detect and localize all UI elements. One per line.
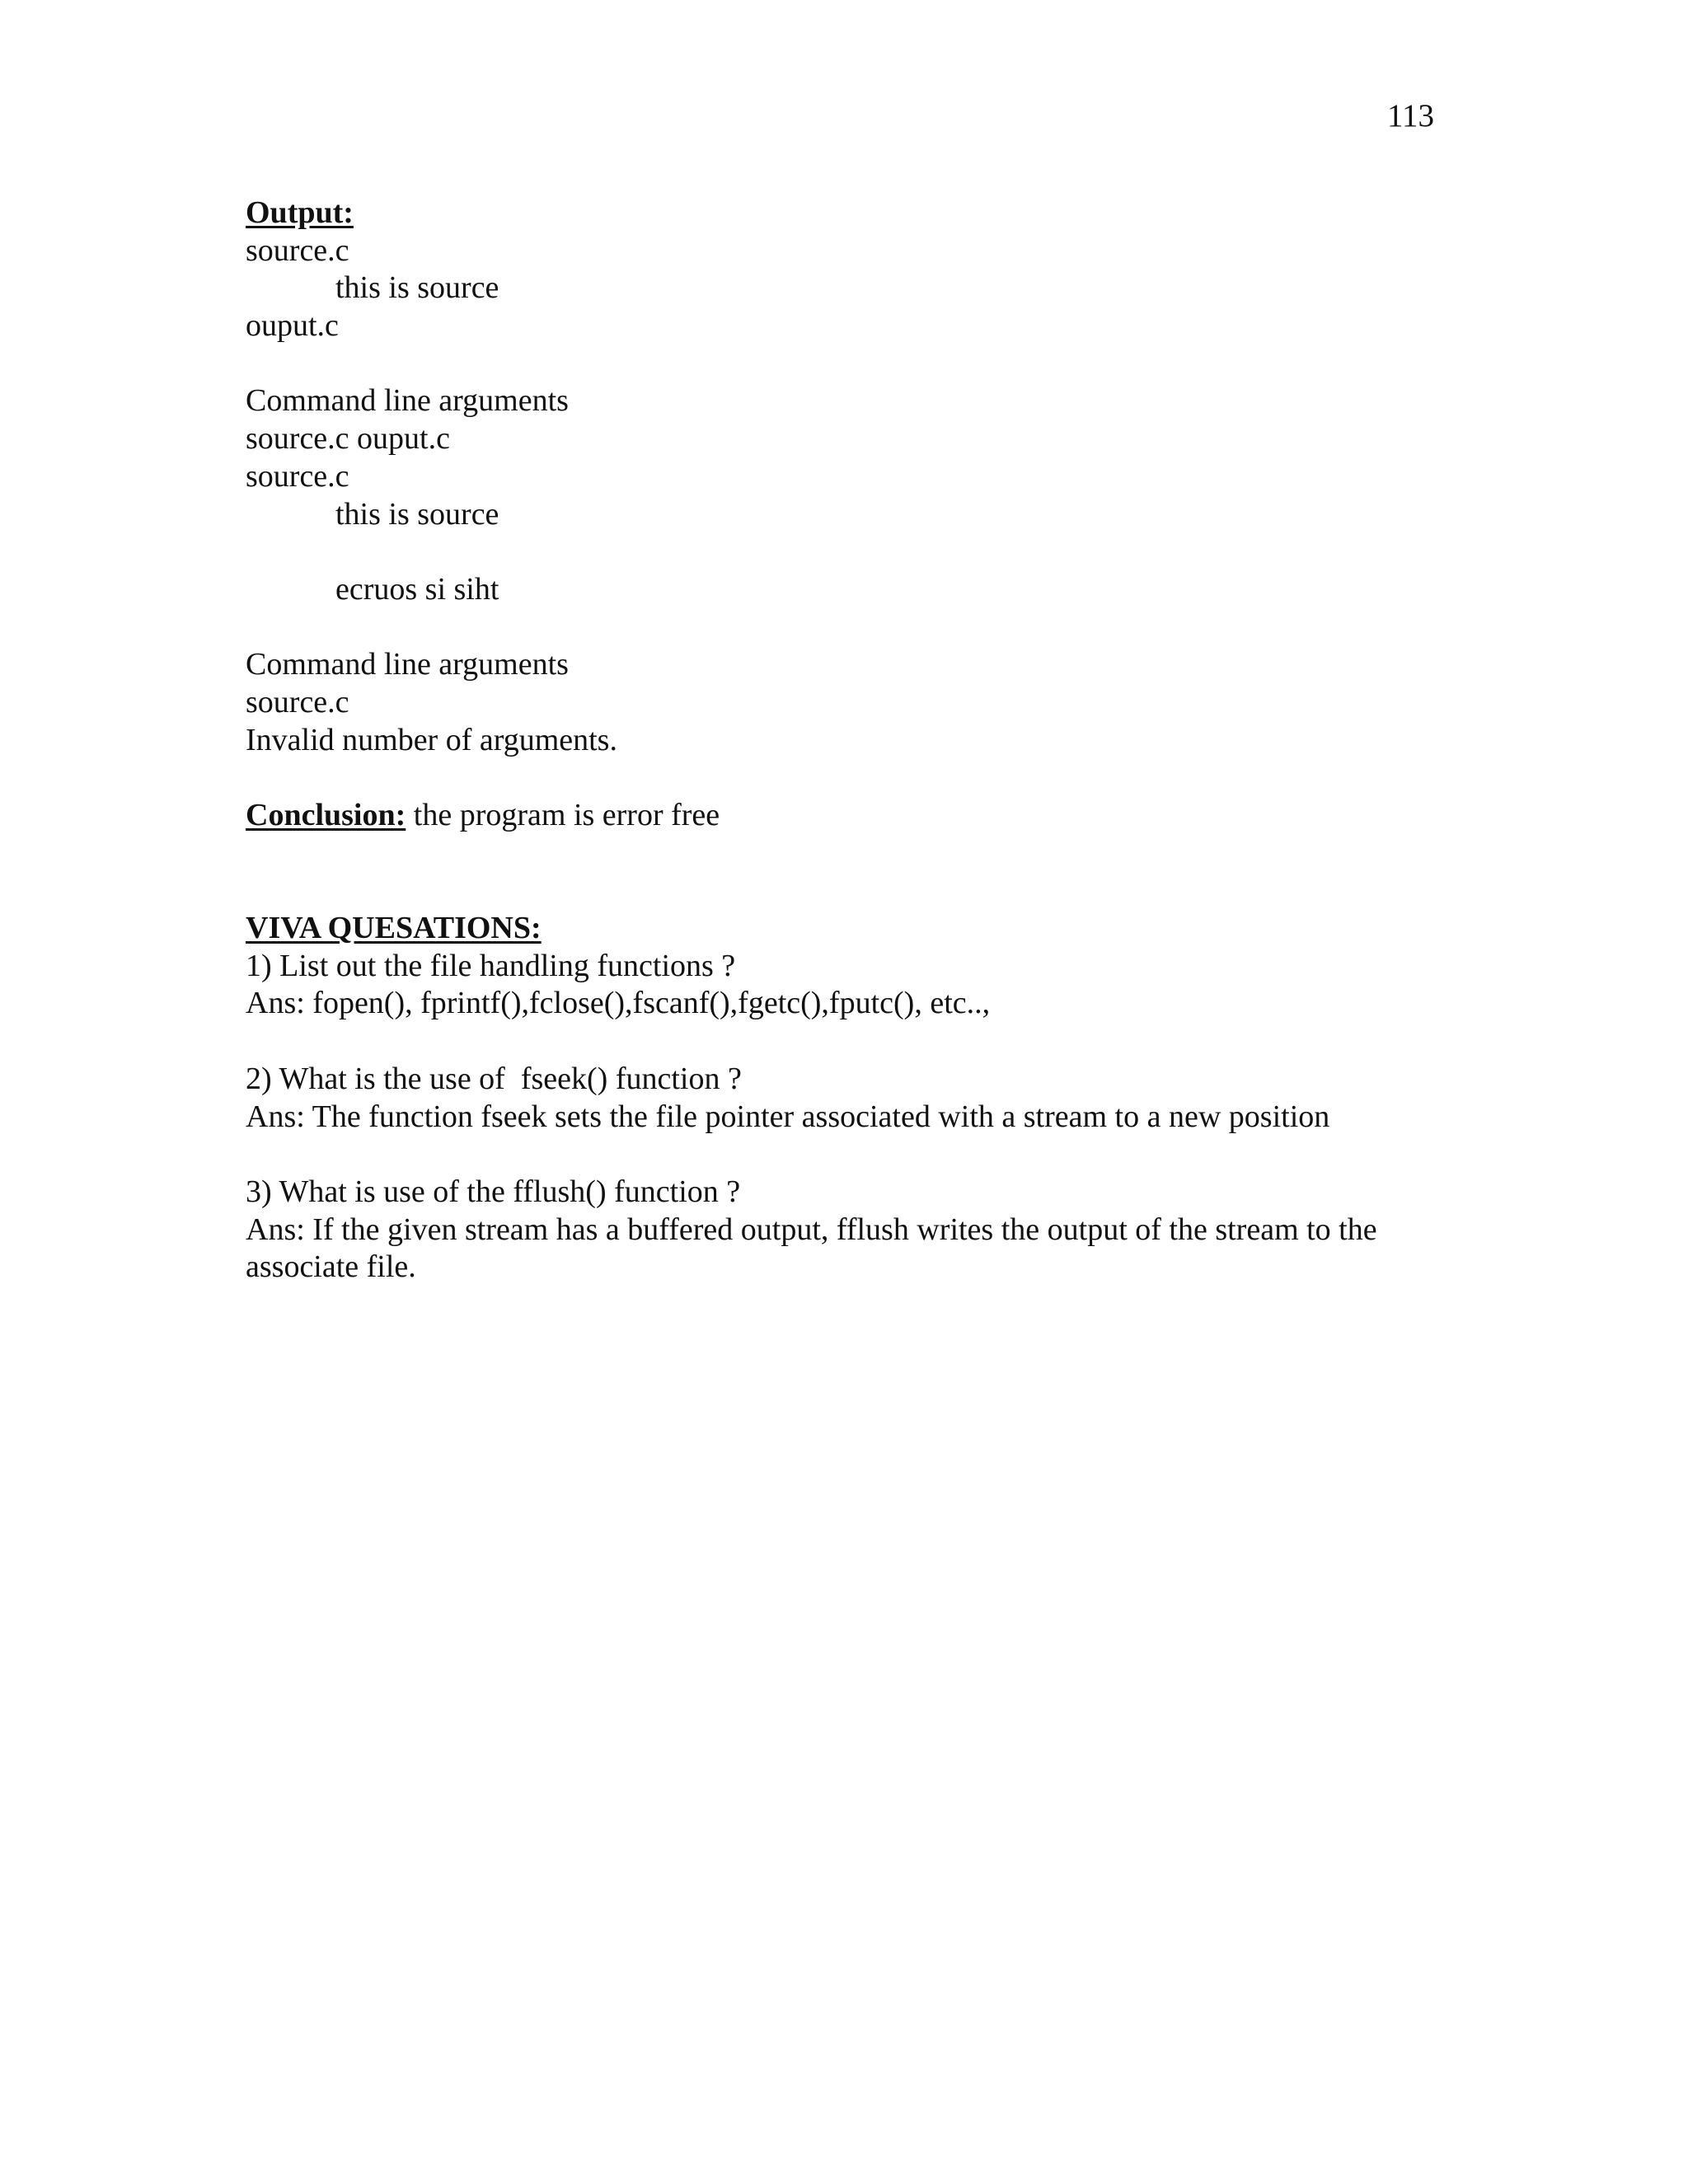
run2-args: source.c ouput.c xyxy=(246,421,450,457)
run3-label: Command line arguments xyxy=(246,647,569,682)
run2-reversed-content: ecruos si siht xyxy=(335,571,499,607)
output-line-source-content: this is source xyxy=(335,270,499,306)
page-number: 113 xyxy=(1386,98,1434,134)
viva-question-2: 2) What is the use of fseek() function ? xyxy=(246,1061,742,1096)
viva-answer-2: Ans: The function fseek sets the file pointer associated with a stream to a new position xyxy=(246,1099,1330,1134)
viva-heading: VIVA QUESATIONS: xyxy=(246,911,542,946)
spacer xyxy=(246,609,1482,647)
spacer xyxy=(246,345,1482,383)
run2-source-file: source.c xyxy=(246,458,349,494)
spacer xyxy=(246,1023,1482,1061)
viva-answer-3: Ans: If the given stream has a buffered output, fflush writes the output of the stream to the associate file. xyxy=(246,1212,1377,1285)
spacer xyxy=(246,1136,1482,1174)
output-line-output-file: ouput.c xyxy=(246,308,339,344)
viva-answer-1: Ans: fopen(), fprintf(),fclose(),fscanf(),fgetc(),fputc(), etc.., xyxy=(246,986,991,1021)
conclusion-line xyxy=(246,797,1482,835)
conclusion-heading: Conclusion: xyxy=(246,798,406,832)
viva-question-1: 1) List out the file handling functions ? xyxy=(246,948,736,983)
output-heading: Output: xyxy=(246,195,354,230)
spacer xyxy=(246,533,1482,571)
spacer xyxy=(246,759,1482,797)
spacer xyxy=(246,835,1482,910)
run3-args: source.c xyxy=(246,684,349,719)
page-content xyxy=(246,194,1482,1286)
run2-source-content: this is source xyxy=(335,496,499,532)
viva-question-3: 3) What is use of the fflush() function ? xyxy=(246,1174,741,1209)
output-line-source-file: source.c xyxy=(246,232,349,268)
conclusion-text: the program is error free xyxy=(406,798,720,832)
run3-message: Invalid number of arguments. xyxy=(246,722,617,757)
run2-label: Command line arguments xyxy=(246,383,569,419)
